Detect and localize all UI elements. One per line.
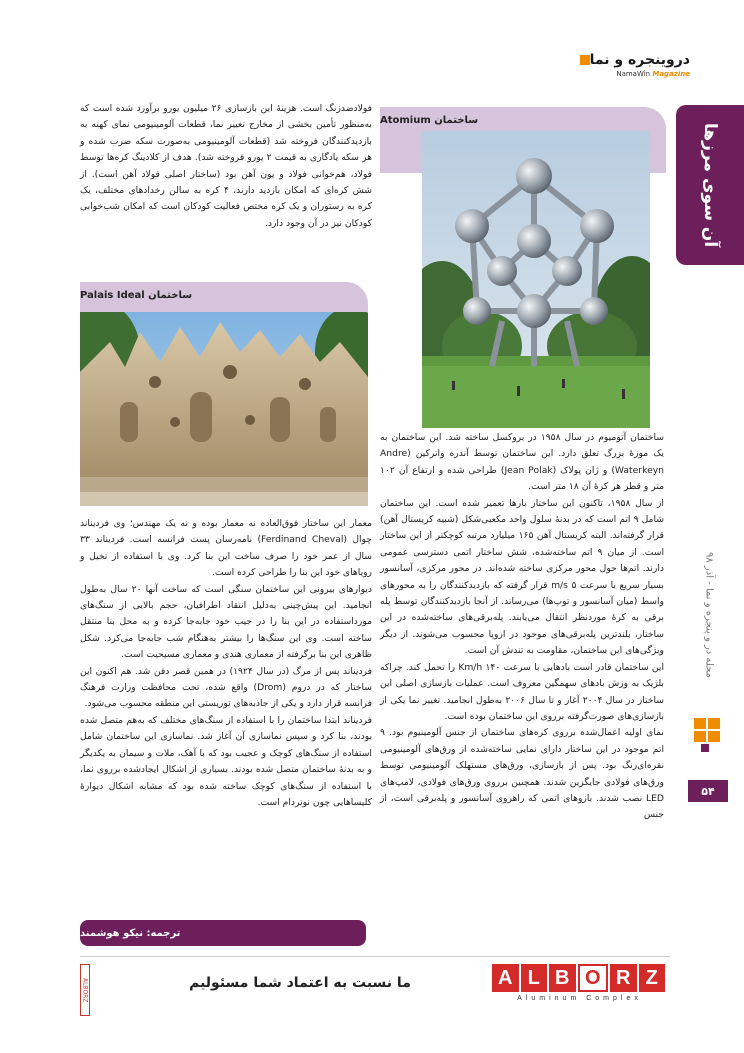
paragraph: معمار این ساختار فوق‌العاده نه معمار بوده و نه یک مهندس؛ وی فردیناند چوال (Ferdinand Cheval) نامه‌رسان پست فرانسه است. فردیناند ۳۳ سال از عمر خود را صرف ساخت این بنا کرد. وی با استفاده از تخیل و رویاهای خود این بنا را طراحی کرده است. <box>80 518 372 579</box>
footer-side-label: ALBORZ <box>80 964 90 1016</box>
brand-letter: O <box>578 964 609 992</box>
brand-letter: B <box>549 964 576 992</box>
logo-mark-icon <box>580 55 590 65</box>
right-column <box>380 430 664 824</box>
brand-letter: R <box>610 964 637 992</box>
logo-sub-right: Magazine <box>652 70 690 78</box>
alborz-logo <box>492 964 667 1004</box>
translator-credit: ترجمه: نیکو هوشمند <box>80 920 366 946</box>
paragraph: فردیناند ابتدا ساختمان را با استفاده از سنگ‌های مختلف که به‌هم متصل شده بودند، بنا کرد و سپس نماسازی آن آغاز شد. نماسازی این ساختمان شامل استفاده از سنگ‌های کوچک و عجیب بود که با آهک، ملات و سیمان به یکدیگر و به بدنۀ ساختمان متصل شده بودند. بسیاری از اشکال ایجادشده برروی نما، با استفاده از سنگ‌های کوچک ساخته شده بود که مشابه اشکال دیوارۀ کلیساهایی چون نوتردام است. <box>80 714 372 808</box>
paragraph: این ساختمان قادر است بادهایی با سرعت ۱۴۰ Km/h را تحمل کند. چراکه بلژیک به وزش بادهای سهمگین معروف است. عملیات بازسازی اصلی این ساختار در سال ۲۰۰۴ آغاز و تا سال ۲۰۰۶ به‌طول انجامید. تغییر نما یکی از بازسازی‌های صورت‌گرفته برروی این ساختمان بوده است. <box>380 661 665 722</box>
magazine-logo <box>580 52 690 82</box>
palais-ideal-caption: ساختمان Palais Ideal <box>80 282 368 342</box>
section-tab <box>676 105 744 265</box>
palais-ideal-photo <box>80 312 368 506</box>
left-column-top <box>80 101 372 232</box>
alborz-wordmark <box>492 964 667 992</box>
atomium-photo <box>422 131 650 428</box>
atomium-caption: ساختمان Atomium <box>380 107 666 173</box>
brand-letter: A <box>492 964 519 992</box>
left-column-bottom <box>80 516 372 811</box>
paragraph: ساختمان آتومیوم در سال ۱۹۵۸ در بروکسل ساخته شد. این ساختمان به یک موزۀ بزرگ تعلق دارد. این ساختمان توسط آندره واترکین (Andre Waterkeyn) و ژان پولاک (Jean Polak) طراحی شده و ارتفاع آن ۱۰۲ متر و قطر هر کرۀ آن ۱۸ متر است. <box>380 432 664 493</box>
logo-title: دروینجره و نما <box>589 52 690 68</box>
window-icon <box>690 718 720 754</box>
magazine-side-caption: مجله در و پنجره و نما - آذر ۹۸ <box>703 552 715 678</box>
paragraph: دیوارهای بیرونی این ساختمان سنگی است که ساخت آنها ۲۰ سال به‌طول انجامید. این پیش‌چینی به‌دلیل انتقاد اطرافیان، حجم بالایی از سنگ‌های مورداستفاده در این بنا را در جیب خود جابه‌جا کرده و به محل بنا منتقل ساخته است. وی این سنگ‌ها را بیشتر به‌هنگام شب جابه‌جا می‌کرد. شکل ظاهری این بنا برگرفته از معماری هندی و معماری مسیحیت است. <box>80 583 372 661</box>
paragraph: فردیناند پس از مرگ (در سال ۱۹۲۴) در همین قصر دفن شد. هم اکنون این ساختار که در دروم (Drom) واقع شده، تحت محافظت وزارت فرهنگ فرانسه قرار دارد و یکی از جاذبه‌های توریستی این منطقه محسوب می‌شود. <box>80 665 372 710</box>
brand-letter: L <box>521 964 548 992</box>
brand-letter: Z <box>639 964 666 992</box>
page-number: ۵۴ <box>688 780 728 802</box>
logo-subtitle <box>616 70 690 78</box>
paragraph: از سال ۱۹۵۸، تاکنون این ساختار بارها تعمیر شده است. این ساختمان شامل ۹ اتم است که در بدنۀ سلول واحد مکعبی‌شکل (شبیه کریستال آهن) قرار گرفته‌اند. البته کریستال آهن ۱۶۵ میلیارد مرتبه کوچکتر از این ساختار است. از میان ۹ اتم ساخته‌شده، شش ساختار اتمی دسترسی عمومی دارند. اتم‌ها حول محور مرکزی ساخته شده‌اند. در محور مرکزی، آسانسور بسیار سریع با سرعت ۵ m/s قرار گرفته که بازدیدکنندگان را به محورهای واسط (میان آسانسور و توپ‌ها) می‌رساند. از آنجا بازدیدکنندگان توسط پله برقی به کرۀ موردنظر انتقال می‌یابند. پله‌برقی‌های ساخته‌شده در این ساختار، بلندترین پله‌برقی‌های موجود در اروپا محسوب می‌شوند. از دیگر ویژگی‌های این ساختمان، مقاومت به تندش آن است. <box>380 497 664 657</box>
footer-divider <box>80 956 670 957</box>
section-title: آن سوی مرزها <box>700 122 720 248</box>
paragraph: فولادضدزنگ است. هزینۀ این بازسازی ۲۶ میلیون یورو برآورد شده است که به‌منظور تأمین بخشی از مخارج تغییر نما، قطعات آلومینیومی نمای کهنه به بازدیدکنندگان فروخته شد (قطعات آلومینیومی به‌صورت سکه ضرب شده و هر سکه یادگاری به قیمت ۲ یورو فروخته شد). هدف از کلادینگ کره‌ها توسط فولاد، هم‌خوانی فولاد و یون آهن بود (ساختار اصلی فولاد آهن است). از شش کره‌ای که امکان بازدید دارند، ۴ کره به سالن رخدادهای مختلف، یک کره به رستوران و یک کره مختص فعالیت کودکان است که امکان شب‌خوابی کودکان نیز در آن وجود دارد. <box>80 103 372 229</box>
footer-slogan: ما نسبت به اعتماد شما مسئولیم <box>189 975 411 991</box>
paragraph: نمای اولیه اعمال‌شده برروی کره‌های ساختمان از جنس آلومینیوم بود. ۹ اتم موجود در این ساختار دارای نمایی ساخته‌شده از ورق‌های آلومینیومی نقره‌ای‌رنگ بود. پس از بازسازی، ورق‌های مستهلک آلومینیومی توسط ورق‌های فولادی جایگزین شدند. همچنین برروی ورق‌های فولادی، لامپ‌های LED نصب شدند. بازوهای اتمی که راهروی آسانسور و پله‌برقی است، از جنس <box>380 727 664 821</box>
alborz-subtitle: Aluminum Complex <box>517 995 642 1002</box>
logo-sub-left: NamaWin <box>616 70 651 78</box>
